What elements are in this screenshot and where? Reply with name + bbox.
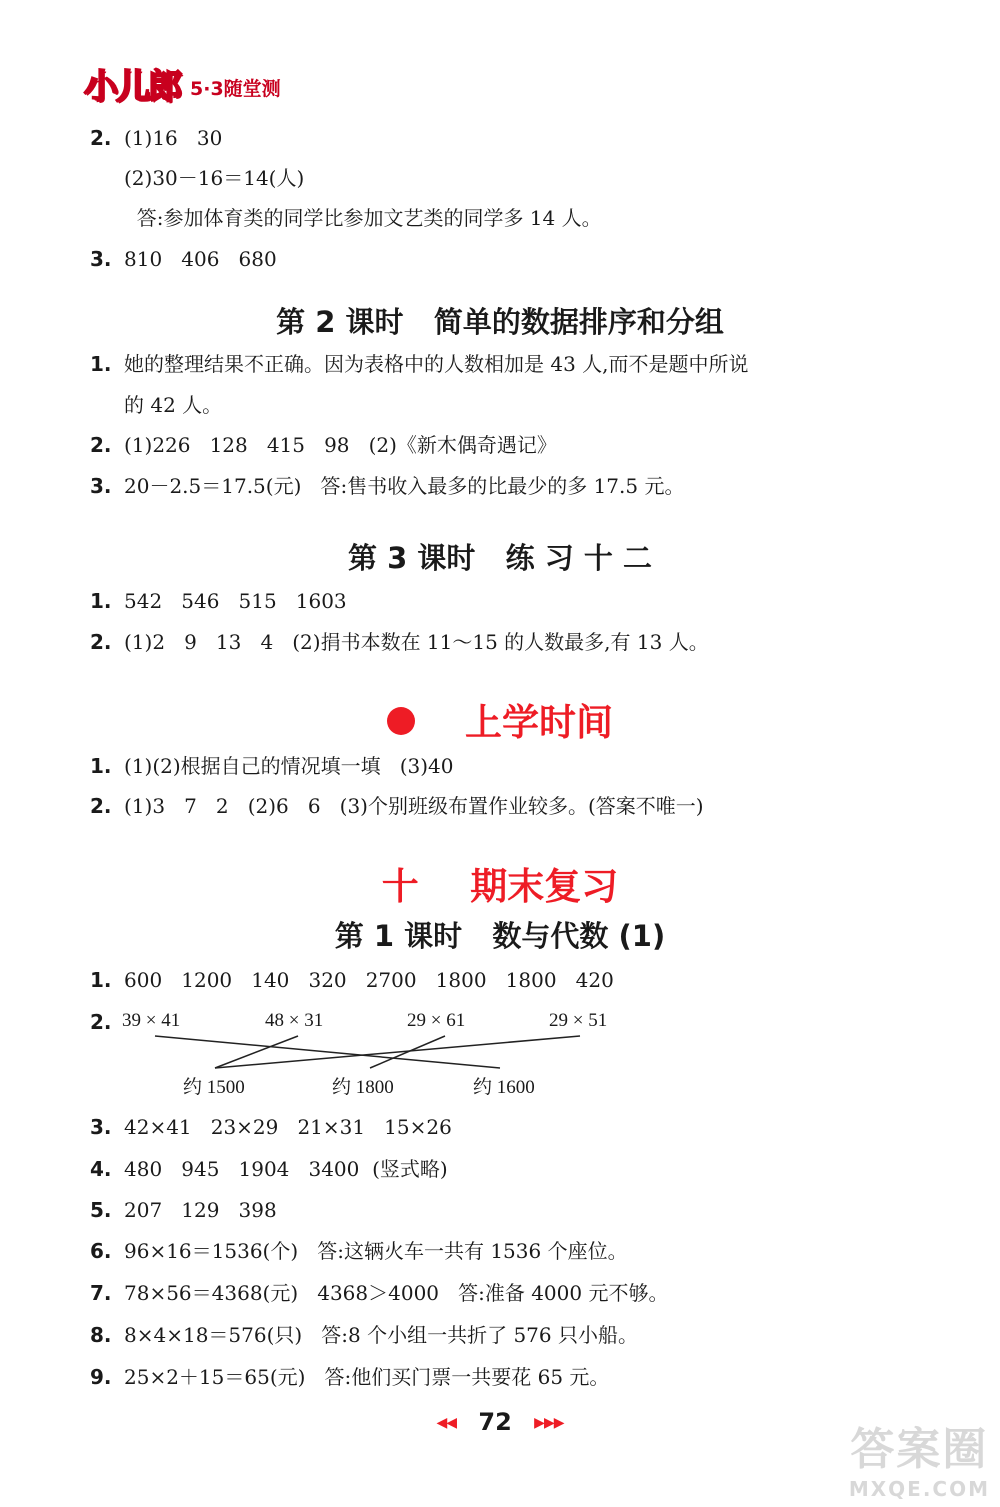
- estimate-result: 约 1600: [473, 1077, 535, 1098]
- answer-line: 1. 600 1200 140 320 2700 1800 1800 420: [90, 968, 614, 992]
- answer-line: 2. (1)226 128 415 98 (2)《新木偶奇遇记》: [90, 433, 557, 457]
- lesson-heading: 第 3 课时 练 习 十 二: [348, 541, 652, 575]
- estimate-expression: 48 × 31: [265, 1010, 324, 1031]
- answer-line: 8. 8×4×18＝576(只) 答:8 个小组一共折了 576 只小船。: [90, 1323, 638, 1347]
- estimate-result: 约 1500: [183, 1077, 245, 1098]
- answer-line: 的 42 人。: [124, 393, 223, 417]
- unit-heading: 十 期末复习: [381, 865, 619, 908]
- answer-line: 2. (1)2 9 13 4 (2)捐书本数在 11～15 的人数最多,有 13 人。: [90, 630, 709, 654]
- estimate-expression: 29 × 61: [407, 1010, 466, 1031]
- match-line: [370, 1036, 445, 1068]
- answer-line: 3. 42×41 23×29 21×31 15×26: [90, 1115, 452, 1139]
- answer-line: 3. 20－2.5＝17.5(元) 答:售书收入最多的比最少的多 17.5 元。: [90, 474, 685, 498]
- answer-line: 9. 25×2＋15＝65(元) 答:他们买门票一共要花 65 元。: [90, 1365, 610, 1389]
- topic-heading: 上学时间: [0, 692, 1000, 746]
- answer-line: 2. (1)16 30: [90, 126, 223, 150]
- answer-line: 6. 96×16＝1536(个) 答:这辆火车一共有 1536 个座位。: [90, 1239, 628, 1263]
- answer-line: 答:参加体育类的同学比参加文艺类的同学多 14 人。: [124, 206, 602, 230]
- match-line: [215, 1036, 580, 1068]
- answer-line: 7. 78×56＝4368(元) 4368＞4000 答:准备 4000 元不够。: [90, 1281, 669, 1305]
- answer-line: 1. 542 546 515 1603: [90, 589, 347, 613]
- logo-text: 小儿郎: [84, 66, 180, 107]
- lesson-heading: 第 2 课时 简单的数据排序和分组: [276, 305, 724, 339]
- answer-line: (2)30－16＝14(人): [124, 166, 305, 190]
- answer-line: 2. (1)3 7 2 (2)6 6 (3)个别班级布置作业较多。(答案不唯一): [90, 794, 704, 818]
- watermark: 答案圈 MXQE.COM: [848, 1424, 990, 1501]
- estimate-expression: 39 × 41: [122, 1010, 181, 1031]
- answer-line: 1. (1)(2)根据自己的情况填一填 (3)40: [90, 754, 454, 778]
- left-arrows-icon: ◀◀: [436, 1415, 457, 1431]
- lesson-heading: 第 1 课时 数与代数 (1): [334, 919, 666, 953]
- page-number: ◀◀ 72 ▶▶▶: [436, 1408, 564, 1436]
- match-line: [155, 1036, 500, 1068]
- answer-line: 5. 207 129 398: [90, 1198, 277, 1222]
- estimate-result: 约 1800: [332, 1077, 394, 1098]
- estimate-expression: 29 × 51: [549, 1010, 608, 1031]
- answer-line: 1. 她的整理结果不正确。因为表格中的人数相加是 43 人,而不是题中所说: [90, 352, 749, 376]
- answer-line: 3. 810 406 680: [90, 247, 277, 271]
- question-number: 2.: [90, 1010, 112, 1034]
- match-line: [215, 1036, 298, 1068]
- series-name: 5·3随堂测: [190, 77, 281, 100]
- right-arrows-icon: ▶▶▶: [534, 1415, 564, 1431]
- answer-line: 4. 480 945 1904 3400 (竖式略): [90, 1157, 448, 1181]
